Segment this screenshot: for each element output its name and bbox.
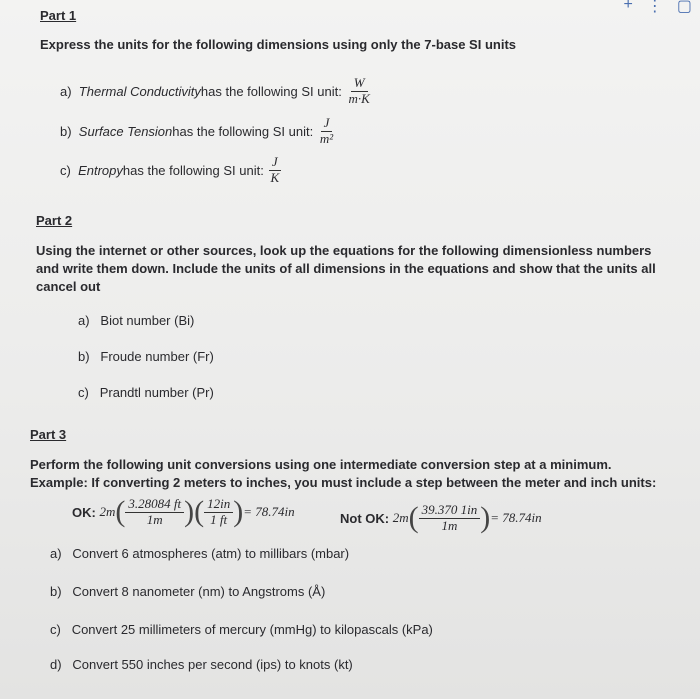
item-marker: a) [60,83,72,99]
part1-heading: Part 1 [40,8,77,23]
notok-lead-value: 2m [392,510,409,526]
unit-fraction [267,155,282,186]
edit-icon[interactable]: ▢ [676,0,692,15]
part3-item-d [50,657,353,672]
item-suffix: has the following SI unit: [200,83,342,99]
part2-instruction-line3: cancel out [36,279,101,294]
item-marker: c) [60,162,71,178]
unit-fraction [317,116,336,147]
item-text: Prandtl number (Pr) [99,385,214,400]
part3-heading: Part 3 [30,427,67,442]
fraction-numerator: 12in [204,497,233,513]
part1-instruction: Express the units for the following dimensions using only the 7-base SI units [40,37,517,52]
fraction-denominator: 1m [146,511,163,527]
item-marker: b) [60,123,72,139]
add-icon[interactable]: + [623,0,633,13]
paren-open: ( [115,495,126,529]
item-marker: a) [50,546,62,561]
example-not-ok [340,503,542,534]
ok-label: OK: [72,504,96,520]
part2-instruction-line2: and write them down. Include the units of all dimensions in the equations and show that the units all [36,261,656,276]
notok-result: = 78.74in [490,510,542,526]
fraction-denominator: K [270,169,280,185]
conversion-factor-2 [204,497,233,528]
item-text: Froude number (Fr) [100,349,214,364]
part2-heading: Part 2 [36,213,73,228]
unit-fraction [345,76,372,107]
item-text: Biot number (Bi) [100,313,195,328]
part3-item-b [50,584,325,599]
more-options-icon[interactable]: ⋮ [646,0,663,15]
paren-close: ) [184,495,195,529]
part3-item-c [50,622,433,637]
part3-item-a [50,546,349,561]
fraction-numerator: W [351,76,368,92]
item-marker: b) [50,584,62,599]
ok-result: = 78.74in [243,504,295,520]
item-marker: c) [78,385,89,400]
fraction-numerator: 3.28084 ft [125,497,184,513]
item-text: Convert 550 inches per second (ips) to knots (kt) [72,657,353,672]
fraction-denominator: 1m [441,517,458,533]
part3-instruction-line2: Example: If converting 2 meters to inches, you must include a step between the meter and inch units: [30,475,657,490]
item-text: Convert 8 nanometer (nm) to Angstroms (Å) [72,584,326,599]
conversion-factor-1 [125,497,184,528]
fraction-denominator: m·K [348,90,370,106]
item-text: Convert 25 millimeters of mercury (mmHg) to kilopascals (kPa) [71,622,433,637]
item-marker: d) [50,657,62,672]
fraction-denominator: m² [319,130,334,146]
part1-item-a [60,76,373,107]
fraction-denominator: 1 ft [210,511,228,527]
item-text: Convert 6 atmospheres (atm) to millibars (mbar) [72,546,350,561]
item-term: Entropy [78,162,123,178]
item-marker: c) [50,622,61,637]
part2-instruction-line1: Using the internet or other sources, look up the equations for the following dimensionless numbers [36,243,652,258]
example-ok [72,497,295,528]
fraction-numerator: 39.370 1in [419,503,481,519]
part2-item-b [78,349,214,364]
item-term: Thermal Conductivity [78,83,201,99]
conversion-factor [419,503,481,534]
part2-item-c [78,385,214,400]
part1-item-b [60,116,336,147]
item-suffix: has the following SI unit: [172,123,314,139]
top-toolbar [624,0,692,16]
fraction-numerator: J [321,116,333,132]
paren-open: ( [194,495,205,529]
fraction-numerator: J [269,155,281,171]
item-marker: b) [78,349,90,364]
part1-item-c [60,155,282,186]
part2-item-a [78,313,194,328]
paren-open: ( [408,501,419,535]
part3-instruction-line1: Perform the following unit conversions using one intermediate conversion step at a minimum. [30,457,612,472]
notok-label: Not OK: [340,510,390,526]
ok-lead-value: 2m [99,504,116,520]
item-suffix: has the following SI unit: [122,162,264,178]
paren-close: ) [480,501,491,535]
item-term: Surface Tension [78,123,173,139]
paren-close: ) [233,495,244,529]
item-marker: a) [78,313,90,328]
